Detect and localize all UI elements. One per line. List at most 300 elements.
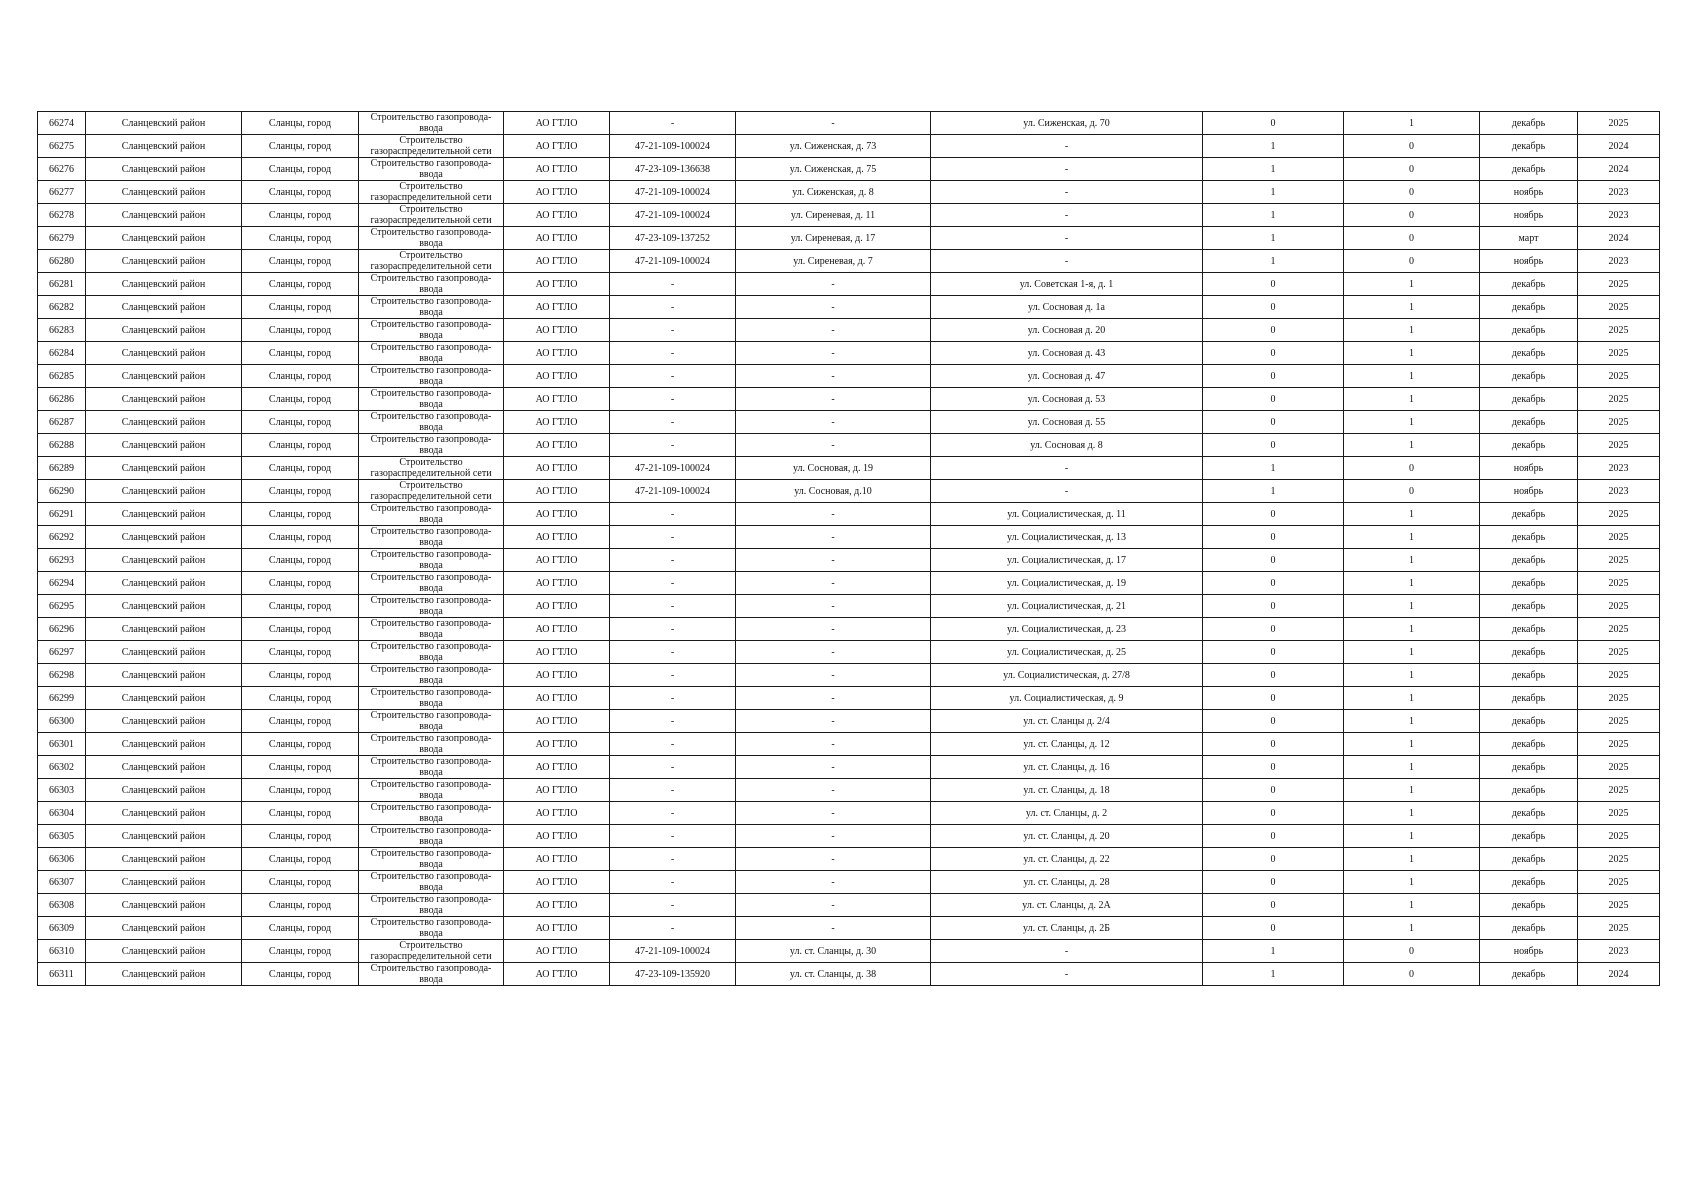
year-cell: 2023 <box>1578 457 1660 480</box>
organization-cell: АО ГТЛО <box>504 917 610 940</box>
organization-cell: АО ГТЛО <box>504 250 610 273</box>
month-cell: декабрь <box>1480 710 1578 733</box>
settlement-cell: Сланцы, город <box>242 112 359 135</box>
district-cell: Сланцевский район <box>86 503 242 526</box>
district-cell: Сланцевский район <box>86 526 242 549</box>
table-row <box>38 641 1660 664</box>
count-network-cell: 0 <box>1203 411 1344 434</box>
settlement-cell: Сланцы, город <box>242 825 359 848</box>
address-network-cell: - <box>736 802 931 825</box>
address-inlet-cell: - <box>931 250 1203 273</box>
address-network-cell: - <box>736 595 931 618</box>
row-number-cell: 66279 <box>38 227 86 250</box>
settlement-cell: Сланцы, город <box>242 940 359 963</box>
table-row <box>38 595 1660 618</box>
cadastral-number-cell: - <box>610 756 736 779</box>
work-type-cell: Строительство газопровода-ввода <box>359 756 504 779</box>
district-cell: Сланцевский район <box>86 549 242 572</box>
work-type-cell: Строительство газопровода-ввода <box>359 825 504 848</box>
month-cell: декабрь <box>1480 871 1578 894</box>
address-inlet-cell: ул. Сиженская, д. 70 <box>931 112 1203 135</box>
district-cell: Сланцевский район <box>86 641 242 664</box>
settlement-cell: Сланцы, город <box>242 365 359 388</box>
settlement-cell: Сланцы, город <box>242 917 359 940</box>
count-inlet-cell: 1 <box>1344 664 1480 687</box>
row-number-cell: 66281 <box>38 273 86 296</box>
settlement-cell: Сланцы, город <box>242 871 359 894</box>
count-inlet-cell: 1 <box>1344 342 1480 365</box>
year-cell: 2025 <box>1578 848 1660 871</box>
row-number-cell: 66298 <box>38 664 86 687</box>
address-network-cell: ул. Сосновая, д.10 <box>736 480 931 503</box>
count-network-cell: 1 <box>1203 457 1344 480</box>
row-number-cell: 66275 <box>38 135 86 158</box>
work-type-cell: Строительство газопровода-ввода <box>359 848 504 871</box>
count-network-cell: 0 <box>1203 641 1344 664</box>
cadastral-number-cell: - <box>610 296 736 319</box>
row-number-cell: 66311 <box>38 963 86 986</box>
count-network-cell: 0 <box>1203 273 1344 296</box>
district-cell: Сланцевский район <box>86 158 242 181</box>
table-row <box>38 411 1660 434</box>
month-cell: декабрь <box>1480 641 1578 664</box>
district-cell: Сланцевский район <box>86 917 242 940</box>
settlement-cell: Сланцы, город <box>242 135 359 158</box>
month-cell: декабрь <box>1480 756 1578 779</box>
settlement-cell: Сланцы, город <box>242 894 359 917</box>
work-type-cell: Строительство газопровода-ввода <box>359 296 504 319</box>
settlement-cell: Сланцы, город <box>242 526 359 549</box>
year-cell: 2025 <box>1578 710 1660 733</box>
table-row <box>38 342 1660 365</box>
count-network-cell: 1 <box>1203 963 1344 986</box>
address-network-cell: ул. Сиреневая, д. 7 <box>736 250 931 273</box>
year-cell: 2024 <box>1578 227 1660 250</box>
organization-cell: АО ГТЛО <box>504 296 610 319</box>
settlement-cell: Сланцы, город <box>242 963 359 986</box>
cadastral-number-cell: - <box>610 273 736 296</box>
year-cell: 2025 <box>1578 388 1660 411</box>
table-row <box>38 388 1660 411</box>
address-inlet-cell: - <box>931 480 1203 503</box>
count-inlet-cell: 0 <box>1344 181 1480 204</box>
count-inlet-cell: 1 <box>1344 756 1480 779</box>
organization-cell: АО ГТЛО <box>504 848 610 871</box>
work-type-cell: Строительство газопровода-ввода <box>359 664 504 687</box>
count-network-cell: 1 <box>1203 135 1344 158</box>
settlement-cell: Сланцы, город <box>242 204 359 227</box>
count-inlet-cell: 1 <box>1344 273 1480 296</box>
month-cell: декабрь <box>1480 664 1578 687</box>
count-inlet-cell: 1 <box>1344 871 1480 894</box>
cadastral-number-cell: - <box>610 618 736 641</box>
table-row <box>38 319 1660 342</box>
cadastral-number-cell: - <box>610 641 736 664</box>
address-network-cell: - <box>736 779 931 802</box>
cadastral-number-cell: - <box>610 342 736 365</box>
count-inlet-cell: 0 <box>1344 250 1480 273</box>
settlement-cell: Сланцы, город <box>242 733 359 756</box>
count-inlet-cell: 1 <box>1344 595 1480 618</box>
month-cell: декабрь <box>1480 411 1578 434</box>
settlement-cell: Сланцы, город <box>242 434 359 457</box>
year-cell: 2025 <box>1578 618 1660 641</box>
count-network-cell: 0 <box>1203 365 1344 388</box>
month-cell: декабрь <box>1480 595 1578 618</box>
work-type-cell: Строительство газопровода-ввода <box>359 687 504 710</box>
row-number-cell: 66276 <box>38 158 86 181</box>
count-inlet-cell: 1 <box>1344 296 1480 319</box>
table-row <box>38 664 1660 687</box>
count-network-cell: 0 <box>1203 779 1344 802</box>
organization-cell: АО ГТЛО <box>504 641 610 664</box>
settlement-cell: Сланцы, город <box>242 273 359 296</box>
cadastral-number-cell: - <box>610 825 736 848</box>
work-type-cell: Строительство газопровода-ввода <box>359 549 504 572</box>
cadastral-number-cell: - <box>610 388 736 411</box>
count-inlet-cell: 1 <box>1344 894 1480 917</box>
table-row <box>38 710 1660 733</box>
count-network-cell: 1 <box>1203 181 1344 204</box>
work-type-cell: Строительство газопровода-ввода <box>359 572 504 595</box>
count-network-cell: 0 <box>1203 112 1344 135</box>
address-network-cell: ул. Сосновая, д. 19 <box>736 457 931 480</box>
address-inlet-cell: ул. Социалистическая, д. 25 <box>931 641 1203 664</box>
count-inlet-cell: 0 <box>1344 204 1480 227</box>
year-cell: 2025 <box>1578 894 1660 917</box>
cadastral-number-cell: - <box>610 526 736 549</box>
year-cell: 2025 <box>1578 825 1660 848</box>
work-type-cell: Строительство газопровода-ввода <box>359 434 504 457</box>
row-number-cell: 66296 <box>38 618 86 641</box>
month-cell: ноябрь <box>1480 250 1578 273</box>
table-row <box>38 503 1660 526</box>
district-cell: Сланцевский район <box>86 411 242 434</box>
month-cell: ноябрь <box>1480 940 1578 963</box>
cadastral-number-cell: 47-23-109-137252 <box>610 227 736 250</box>
row-number-cell: 66307 <box>38 871 86 894</box>
work-type-cell: Строительство газопровода-ввода <box>359 595 504 618</box>
address-network-cell: - <box>736 733 931 756</box>
cadastral-number-cell: - <box>610 917 736 940</box>
district-cell: Сланцевский район <box>86 181 242 204</box>
address-network-cell: - <box>736 756 931 779</box>
count-network-cell: 0 <box>1203 342 1344 365</box>
organization-cell: АО ГТЛО <box>504 595 610 618</box>
year-cell: 2023 <box>1578 480 1660 503</box>
work-type-cell: Строительство газопровода-ввода <box>359 388 504 411</box>
work-type-cell: Строительство газораспределительной сети <box>359 181 504 204</box>
address-network-cell: ул. ст. Сланцы, д. 30 <box>736 940 931 963</box>
organization-cell: АО ГТЛО <box>504 204 610 227</box>
count-inlet-cell: 0 <box>1344 480 1480 503</box>
work-type-cell: Строительство газопровода-ввода <box>359 365 504 388</box>
address-inlet-cell: ул. Сосновая д. 55 <box>931 411 1203 434</box>
address-network-cell: - <box>736 917 931 940</box>
row-number-cell: 66274 <box>38 112 86 135</box>
month-cell: декабрь <box>1480 319 1578 342</box>
month-cell: декабрь <box>1480 112 1578 135</box>
district-cell: Сланцевский район <box>86 710 242 733</box>
row-number-cell: 66284 <box>38 342 86 365</box>
address-inlet-cell: - <box>931 940 1203 963</box>
district-cell: Сланцевский район <box>86 204 242 227</box>
count-network-cell: 0 <box>1203 733 1344 756</box>
table-row <box>38 848 1660 871</box>
work-type-cell: Строительство газораспределительной сети <box>359 480 504 503</box>
district-cell: Сланцевский район <box>86 319 242 342</box>
work-type-cell: Строительство газопровода-ввода <box>359 802 504 825</box>
row-number-cell: 66293 <box>38 549 86 572</box>
year-cell: 2024 <box>1578 135 1660 158</box>
table-row <box>38 365 1660 388</box>
count-inlet-cell: 0 <box>1344 963 1480 986</box>
district-cell: Сланцевский район <box>86 779 242 802</box>
month-cell: декабрь <box>1480 273 1578 296</box>
cadastral-number-cell: 47-21-109-100024 <box>610 181 736 204</box>
row-number-cell: 66310 <box>38 940 86 963</box>
address-network-cell: ул. Сиженская, д. 75 <box>736 158 931 181</box>
count-network-cell: 0 <box>1203 388 1344 411</box>
row-number-cell: 66288 <box>38 434 86 457</box>
month-cell: ноябрь <box>1480 457 1578 480</box>
district-cell: Сланцевский район <box>86 112 242 135</box>
cadastral-number-cell: - <box>610 503 736 526</box>
address-network-cell: ул. Сиреневая, д. 17 <box>736 227 931 250</box>
count-network-cell: 0 <box>1203 710 1344 733</box>
settlement-cell: Сланцы, город <box>242 319 359 342</box>
table-row <box>38 181 1660 204</box>
cadastral-number-cell: - <box>610 894 736 917</box>
count-network-cell: 1 <box>1203 250 1344 273</box>
address-network-cell: - <box>736 549 931 572</box>
year-cell: 2025 <box>1578 572 1660 595</box>
district-cell: Сланцевский район <box>86 940 242 963</box>
address-network-cell: ул. ст. Сланцы, д. 38 <box>736 963 931 986</box>
organization-cell: АО ГТЛО <box>504 756 610 779</box>
organization-cell: АО ГТЛО <box>504 825 610 848</box>
table-row <box>38 572 1660 595</box>
month-cell: декабрь <box>1480 549 1578 572</box>
count-network-cell: 0 <box>1203 894 1344 917</box>
work-type-cell: Строительство газопровода-ввода <box>359 710 504 733</box>
address-network-cell: - <box>736 710 931 733</box>
table-row <box>38 894 1660 917</box>
district-cell: Сланцевский район <box>86 273 242 296</box>
district-cell: Сланцевский район <box>86 756 242 779</box>
district-cell: Сланцевский район <box>86 664 242 687</box>
year-cell: 2025 <box>1578 411 1660 434</box>
count-inlet-cell: 1 <box>1344 779 1480 802</box>
cadastral-number-cell: 47-21-109-100024 <box>610 940 736 963</box>
count-network-cell: 0 <box>1203 434 1344 457</box>
address-inlet-cell: ул. Сосновая д. 8 <box>931 434 1203 457</box>
month-cell: декабрь <box>1480 135 1578 158</box>
count-inlet-cell: 1 <box>1344 411 1480 434</box>
cadastral-number-cell: - <box>610 848 736 871</box>
district-cell: Сланцевский район <box>86 733 242 756</box>
count-network-cell: 0 <box>1203 526 1344 549</box>
count-network-cell: 1 <box>1203 158 1344 181</box>
row-number-cell: 66304 <box>38 802 86 825</box>
settlement-cell: Сланцы, город <box>242 756 359 779</box>
organization-cell: АО ГТЛО <box>504 319 610 342</box>
count-inlet-cell: 0 <box>1344 457 1480 480</box>
cadastral-number-cell: - <box>610 434 736 457</box>
address-network-cell: - <box>736 365 931 388</box>
address-network-cell: - <box>736 273 931 296</box>
count-network-cell: 1 <box>1203 204 1344 227</box>
row-number-cell: 66309 <box>38 917 86 940</box>
address-network-cell: - <box>736 871 931 894</box>
address-network-cell: - <box>736 434 931 457</box>
row-number-cell: 66286 <box>38 388 86 411</box>
cadastral-number-cell: - <box>610 664 736 687</box>
district-cell: Сланцевский район <box>86 687 242 710</box>
address-inlet-cell: - <box>931 227 1203 250</box>
address-inlet-cell: ул. ст. Сланцы д. 2/4 <box>931 710 1203 733</box>
address-inlet-cell: ул. Социалистическая, д. 17 <box>931 549 1203 572</box>
district-cell: Сланцевский район <box>86 595 242 618</box>
address-network-cell: - <box>736 112 931 135</box>
row-number-cell: 66302 <box>38 756 86 779</box>
organization-cell: АО ГТЛО <box>504 894 610 917</box>
month-cell: декабрь <box>1480 388 1578 411</box>
count-network-cell: 0 <box>1203 825 1344 848</box>
address-network-cell: - <box>736 848 931 871</box>
row-number-cell: 66282 <box>38 296 86 319</box>
year-cell: 2025 <box>1578 917 1660 940</box>
table-row <box>38 296 1660 319</box>
count-inlet-cell: 1 <box>1344 618 1480 641</box>
district-cell: Сланцевский район <box>86 388 242 411</box>
cadastral-number-cell: 47-23-109-136638 <box>610 158 736 181</box>
district-cell: Сланцевский район <box>86 296 242 319</box>
organization-cell: АО ГТЛО <box>504 388 610 411</box>
month-cell: декабрь <box>1480 572 1578 595</box>
month-cell: декабрь <box>1480 825 1578 848</box>
district-cell: Сланцевский район <box>86 227 242 250</box>
address-inlet-cell: ул. Социалистическая, д. 9 <box>931 687 1203 710</box>
table-body <box>38 112 1660 986</box>
address-inlet-cell: - <box>931 457 1203 480</box>
address-network-cell: - <box>736 296 931 319</box>
year-cell: 2025 <box>1578 112 1660 135</box>
organization-cell: АО ГТЛО <box>504 227 610 250</box>
row-number-cell: 66297 <box>38 641 86 664</box>
organization-cell: АО ГТЛО <box>504 710 610 733</box>
row-number-cell: 66291 <box>38 503 86 526</box>
settlement-cell: Сланцы, город <box>242 503 359 526</box>
district-cell: Сланцевский район <box>86 457 242 480</box>
district-cell: Сланцевский район <box>86 963 242 986</box>
district-cell: Сланцевский район <box>86 480 242 503</box>
address-inlet-cell: ул. ст. Сланцы, д. 12 <box>931 733 1203 756</box>
cadastral-number-cell: - <box>610 549 736 572</box>
work-type-cell: Строительство газопровода-ввода <box>359 319 504 342</box>
month-cell: декабрь <box>1480 365 1578 388</box>
count-network-cell: 1 <box>1203 940 1344 963</box>
district-cell: Сланцевский район <box>86 894 242 917</box>
organization-cell: АО ГТЛО <box>504 503 610 526</box>
address-inlet-cell: ул. ст. Сланцы, д. 20 <box>931 825 1203 848</box>
row-number-cell: 66305 <box>38 825 86 848</box>
table-row <box>38 457 1660 480</box>
address-network-cell: - <box>736 526 931 549</box>
address-inlet-cell: - <box>931 181 1203 204</box>
cadastral-number-cell: 47-21-109-100024 <box>610 250 736 273</box>
address-network-cell: - <box>736 503 931 526</box>
settlement-cell: Сланцы, город <box>242 181 359 204</box>
count-inlet-cell: 1 <box>1344 549 1480 572</box>
row-number-cell: 66308 <box>38 894 86 917</box>
month-cell: ноябрь <box>1480 480 1578 503</box>
address-network-cell: - <box>736 319 931 342</box>
work-type-cell: Строительство газопровода-ввода <box>359 112 504 135</box>
district-cell: Сланцевский район <box>86 342 242 365</box>
row-number-cell: 66294 <box>38 572 86 595</box>
count-network-cell: 0 <box>1203 917 1344 940</box>
address-inlet-cell: ул. Сосновая д. 47 <box>931 365 1203 388</box>
count-network-cell: 0 <box>1203 848 1344 871</box>
count-inlet-cell: 0 <box>1344 158 1480 181</box>
work-type-cell: Строительство газопровода-ввода <box>359 733 504 756</box>
settlement-cell: Сланцы, город <box>242 779 359 802</box>
organization-cell: АО ГТЛО <box>504 434 610 457</box>
count-network-cell: 0 <box>1203 802 1344 825</box>
count-network-cell: 0 <box>1203 296 1344 319</box>
work-type-cell: Строительство газораспределительной сети <box>359 940 504 963</box>
month-cell: ноябрь <box>1480 181 1578 204</box>
count-inlet-cell: 1 <box>1344 825 1480 848</box>
month-cell: декабрь <box>1480 894 1578 917</box>
address-network-cell: - <box>736 664 931 687</box>
work-type-cell: Строительство газораспределительной сети <box>359 457 504 480</box>
address-inlet-cell: ул. Социалистическая, д. 21 <box>931 595 1203 618</box>
year-cell: 2025 <box>1578 365 1660 388</box>
address-inlet-cell: ул. Социалистическая, д. 23 <box>931 618 1203 641</box>
year-cell: 2025 <box>1578 595 1660 618</box>
district-cell: Сланцевский район <box>86 250 242 273</box>
organization-cell: АО ГТЛО <box>504 480 610 503</box>
organization-cell: АО ГТЛО <box>504 572 610 595</box>
year-cell: 2025 <box>1578 319 1660 342</box>
cadastral-number-cell: 47-23-109-135920 <box>610 963 736 986</box>
month-cell: декабрь <box>1480 687 1578 710</box>
row-number-cell: 66300 <box>38 710 86 733</box>
address-inlet-cell: ул. Сосновая д. 43 <box>931 342 1203 365</box>
address-inlet-cell: ул. Сосновая д. 1а <box>931 296 1203 319</box>
row-number-cell: 66295 <box>38 595 86 618</box>
year-cell: 2025 <box>1578 296 1660 319</box>
address-inlet-cell: - <box>931 158 1203 181</box>
work-type-cell: Строительство газопровода-ввода <box>359 273 504 296</box>
organization-cell: АО ГТЛО <box>504 526 610 549</box>
year-cell: 2024 <box>1578 963 1660 986</box>
count-network-cell: 0 <box>1203 319 1344 342</box>
work-type-cell: Строительство газопровода-ввода <box>359 641 504 664</box>
table-row <box>38 871 1660 894</box>
district-cell: Сланцевский район <box>86 434 242 457</box>
count-network-cell: 0 <box>1203 503 1344 526</box>
count-inlet-cell: 0 <box>1344 227 1480 250</box>
table-row <box>38 802 1660 825</box>
address-inlet-cell: ул. Сосновая д. 20 <box>931 319 1203 342</box>
settlement-cell: Сланцы, город <box>242 388 359 411</box>
address-inlet-cell: - <box>931 204 1203 227</box>
organization-cell: АО ГТЛО <box>504 158 610 181</box>
work-type-cell: Строительство газопровода-ввода <box>359 871 504 894</box>
